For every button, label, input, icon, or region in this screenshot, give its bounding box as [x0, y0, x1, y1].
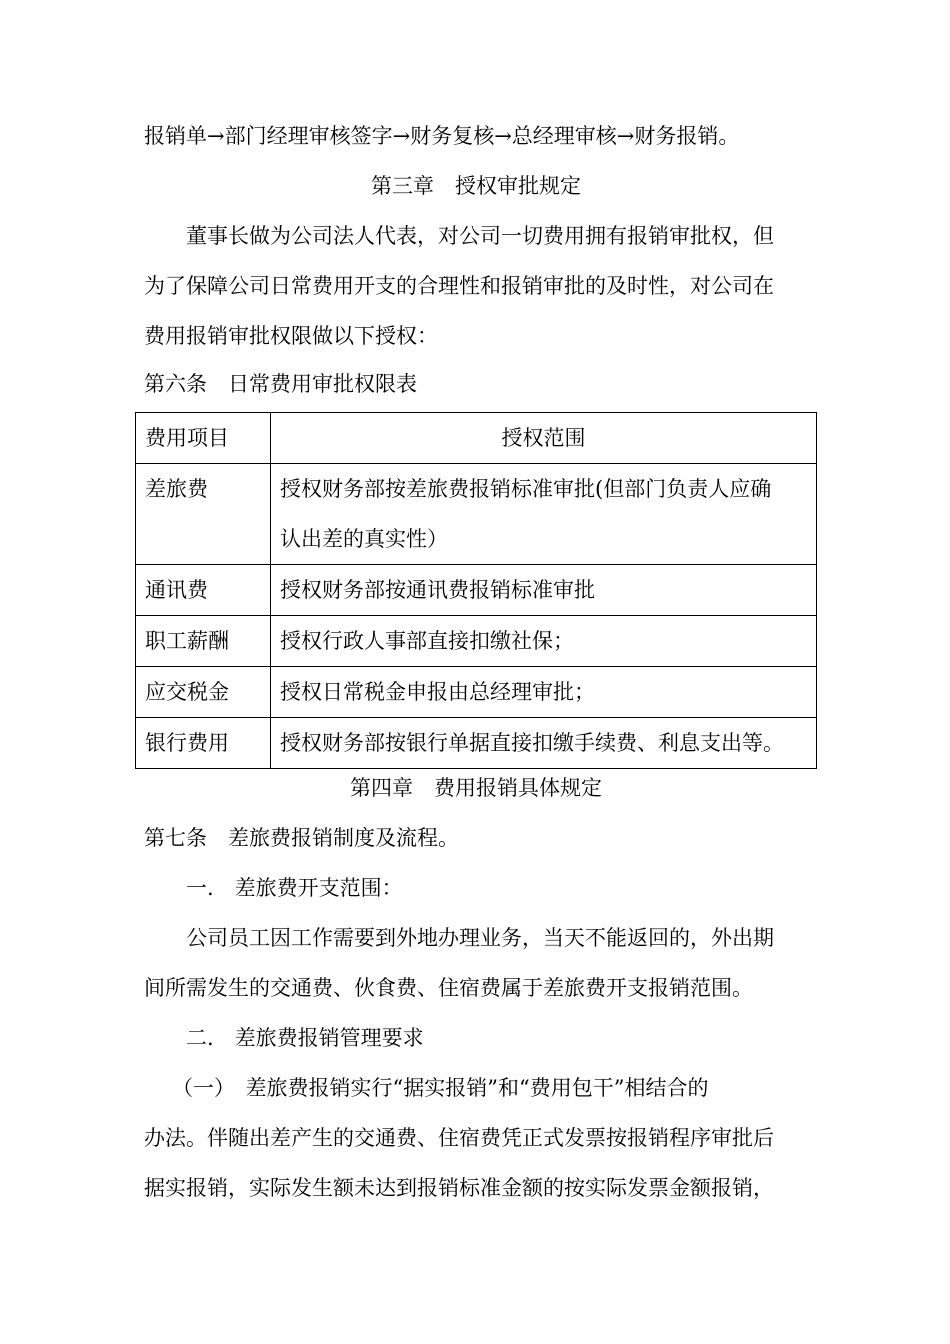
expense-item-cell: 差旅费 [136, 464, 271, 565]
expense-item-cell: 职工薪酬 [136, 616, 271, 667]
expense-item-cell: 通讯费 [136, 565, 271, 616]
header-authorization-scope: 授权范围 [271, 413, 817, 464]
scope-paragraph-line-2: 间所需发生的交通费、伙食费、住宿费属于差旅费开支报销范围。 [144, 976, 753, 1000]
expense-item-cell: 应交税金 [136, 667, 271, 718]
scope-line: 认出差的真实性） [280, 527, 448, 551]
header-expense-item: 费用项目 [136, 413, 271, 464]
requirement-paragraph-line-1: （一） 差旅费报销实行“据实报销”和“费用包干”相结合的 [172, 1076, 709, 1100]
flow-text: 报销单→部门经理审核签字→财务复核→总经理审核→财务报销。 [144, 124, 740, 148]
requirement-paragraph-line-3: 据实报销，实际发生额未达到报销标准金额的按实际发票金额报销， [144, 1176, 774, 1200]
scope-cell [271, 464, 817, 565]
scope-line: 授权财务部按差旅费报销标准审批(但部门负责人应确 [280, 477, 772, 501]
scope-cell: 授权行政人事部直接扣缴社保； [271, 616, 817, 667]
table-row [136, 718, 817, 769]
expense-item-cell: 银行费用 [136, 718, 271, 769]
approval-authority-table [135, 412, 817, 769]
chapter-4-heading: 第四章 费用报销具体规定 [350, 776, 602, 800]
scope-cell: 授权日常税金申报由总经理审批； [271, 667, 817, 718]
auth-paragraph-line-1: 董事长做为公司法人代表，对公司一切费用拥有报销审批权，但 [186, 224, 774, 248]
scope-cell: 授权财务部按银行单据直接扣缴手续费、利息支出等。 [271, 718, 817, 769]
section-2-heading: 二. 差旅费报销管理要求 [186, 1026, 424, 1050]
article-7-heading: 第七条 差旅费报销制度及流程。 [144, 826, 459, 850]
table-row [136, 616, 817, 667]
table-row [136, 667, 817, 718]
auth-paragraph-line-3: 费用报销审批权限做以下授权： [144, 324, 438, 348]
requirement-paragraph-line-2: 办法。伴随出差产生的交通费、住宿费凭正式发票按报销程序审批后 [144, 1126, 774, 1150]
table-row [136, 464, 817, 565]
scope-cell: 授权财务部按通讯费报销标准审批 [271, 565, 817, 616]
scope-paragraph-line-1: 公司员工因工作需要到外地办理业务，当天不能返回的，外出期 [186, 926, 774, 950]
auth-paragraph-line-2: 为了保障公司日常费用开支的合理性和报销审批的及时性，对公司在 [144, 274, 774, 298]
section-1-heading: 一. 差旅费开支范围： [186, 876, 403, 900]
table-row [136, 565, 817, 616]
table-header-row [136, 413, 817, 464]
chapter-3-heading: 第三章 授权审批规定 [371, 174, 581, 198]
article-6-heading: 第六条 日常费用审批权限表 [144, 372, 417, 396]
